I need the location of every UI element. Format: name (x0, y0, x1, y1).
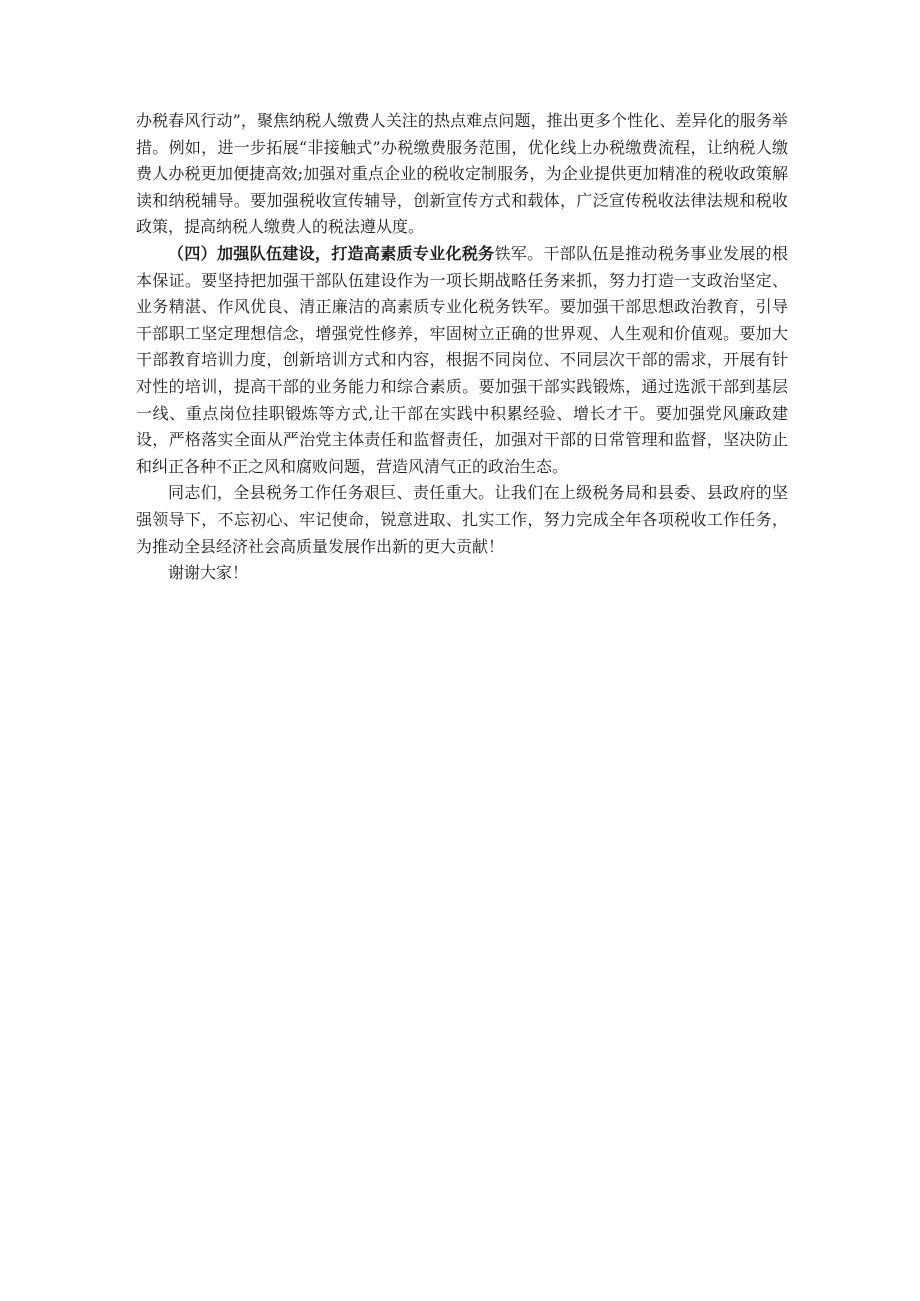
paragraph-text: 办税春风行动”，聚焦纳税人缴费人关注的热点难点问题，推出更多个性化、差异化的服务举措。例如，进一步拓展“非接触式”办税缴费服务范围，优化线上办税缴费流程，让纳税人缴费人办税更加便捷高效;加强对重点企业的税收定制服务，为企业提供更加精准的税收政策解读和纳税辅导。要加强税收宣传辅导，创新宣传方式和载体，广泛宣传税收法律法规和税收政策，提高纳税人缴费人的税法遵从度。 (136, 111, 788, 237)
document-body (136, 108, 788, 587)
paragraph-closing (136, 480, 788, 560)
section-heading: （四）加强队伍建设，打造高素质专业化税务 (168, 243, 495, 263)
paragraph-thanks (136, 560, 788, 587)
paragraph-text: 同志们，全县税务工作任务艰巨、责任重大。让我们在上级税务局和县委、县政府的坚强领导下，不忘初心、牢记使命，锐意进取、扎实工作，努力完成全年各项税收工作任务，为推动全县经济社会高质量发展作出新的更大贡献！ (136, 483, 788, 556)
paragraph-text: 谢谢大家！ (168, 563, 249, 583)
paragraph-text: 铁军。干部队伍是推动税务事业发展的根本保证。要坚持把加强干部队伍建设作为一项长期战略任务来抓，努力打造一支政治坚定、业务精湛、作风优良、清正廉洁的高素质专业化税务铁军。要加强干部思想政治教育，引导干部职工坚定理想信念，增强党性修养，牢固树立正确的世界观、人生观和价值观。要加大干部教育培训力度，创新培训方式和内容，根据不同岗位、不同层次干部的需求，开展有针对性的培训，提高干部的业务能力和综合素质。要加强干部实践锻炼，通过选派干部到基层一线、重点岗位挂职锻炼等方式,让干部在实践中积累经验、增长才干。要加强党风廉政建设，严格落实全面从严治党主体责任和监督责任，加强对干部的日常管理和监督，坚决防止和纠正各种不正之风和腐败问题，营造风清气正的政治生态。 (136, 243, 788, 476)
paragraph-continuation (136, 108, 788, 241)
paragraph-section-four (136, 241, 788, 480)
